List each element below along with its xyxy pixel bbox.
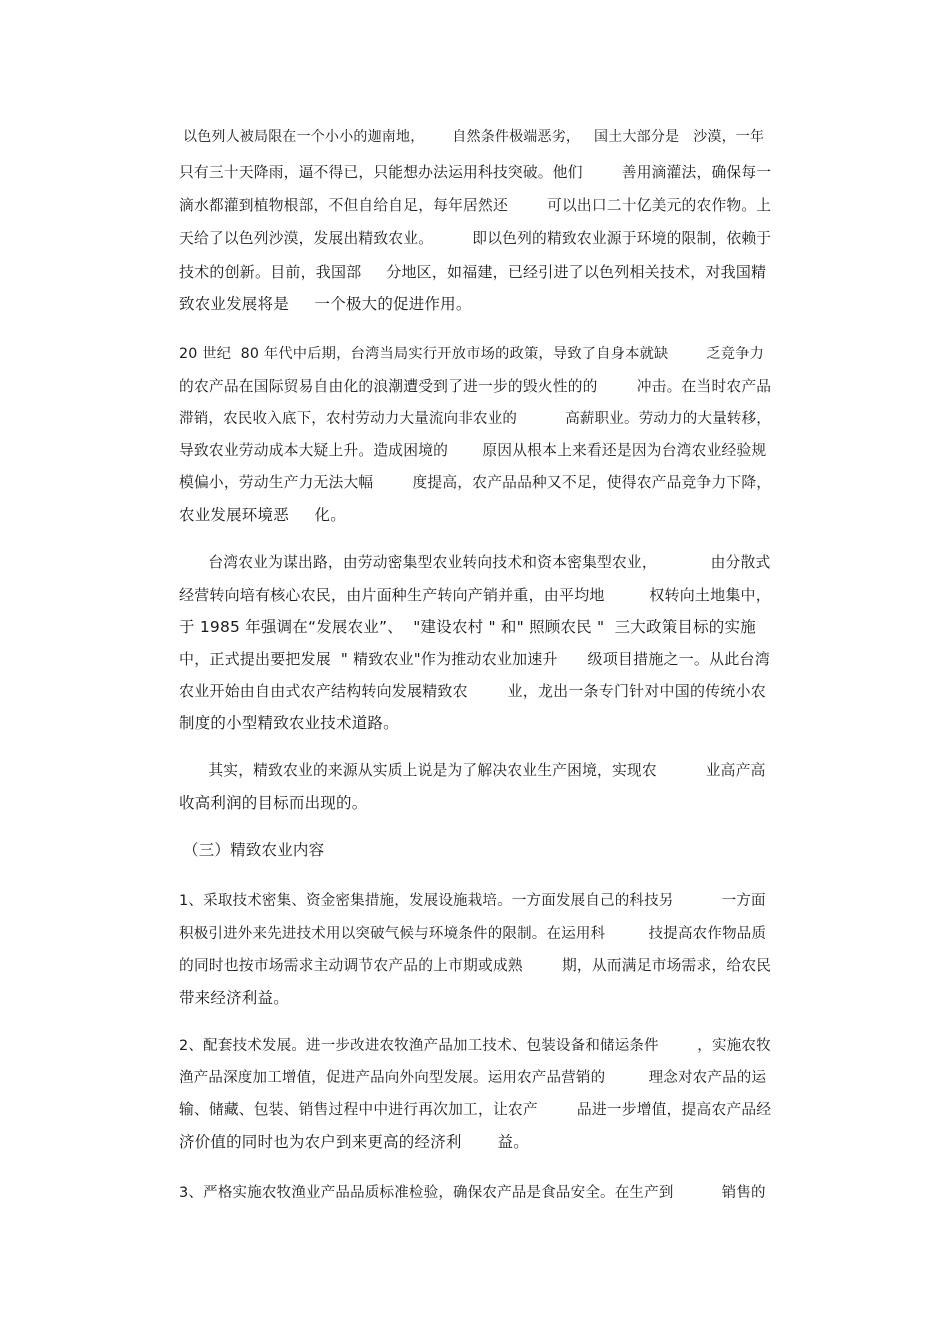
text-line: 渔产品深度加工增值，促进产品向外向型发展。运用农产品营销的 理念对农产品的运: [179, 1070, 767, 1086]
text-line: 农业发展环境恶 化。: [179, 506, 346, 524]
text-line: 积极引进外来先进技术用以突破气候与环境条件的限制。在运用科 技提高农作物品质: [179, 926, 767, 942]
text-line: 1、采取技术密集、资金密集措施，发展设施栽培。一方面发展自己的科技另 一方面: [179, 893, 766, 909]
heading-text: （三）精致农业内容: [183, 841, 325, 859]
text-line: 经营转向培有核心农民，由片面种生产转向产销并重，由平均地 权转向土地集中，: [179, 586, 771, 604]
text-line: 济价值的同时也为农户到来更高的经济利 益。: [179, 1133, 529, 1151]
text-line: 制度的小型精致农业技术道路。: [179, 714, 399, 732]
text-line: 输、储藏、包装、销售过程中中进行再次加工，让农产 品进一步增值，提高农产品经: [179, 1101, 772, 1118]
text-line: 2、配套技术发展。进一步改进农牧渔产品加工技术、包装设备和储运条件 ，实施农牧: [179, 1038, 771, 1054]
text-line: 带来经济利益。: [179, 989, 289, 1007]
text-line: 于 1985 年强调在“发展农业”、 "建设农村 " 和" 照顾农民 " 三大政策目标的实施: [179, 618, 756, 636]
text-line: 台湾农业为谋出路，由劳动密集型农业转向技术和资本密集型农业， 由分散式: [179, 554, 771, 571]
text-line: 只有三十天降雨，逼不得已，只能想办法运用科技突破。他们 善用滴灌法，确保每一: [179, 164, 772, 181]
text-line: 以色列人被局限在一个小小的迦南地， 自然条件极端恶劣， 国土大部分是 沙漠，一年: [183, 129, 765, 145]
text-line: 的农产品在国际贸易自由化的浪潮遭受到了进一步的毁火性的的 冲击。在当时农产品: [179, 378, 772, 395]
text-line: 天给了以色列沙漠，发展出精致农业。 即以色列的精致农业源于环境的限制，依赖于: [179, 230, 772, 247]
text-line: 滴水都灌到植物根部，不但自给自足，每年居然还 可以出口二十亿美元的农作物。上: [179, 197, 772, 214]
text-line: 农业开始由自由式农产结构转向发展精致农 业，龙出一条专门针对中国的传统小农: [179, 682, 766, 700]
text-line: 20 世纪 80 年代中后期，台湾当局实行开放市场的政策，导致了自身本就缺 乏竞争力: [179, 346, 765, 362]
text-line: 其实，精致农业的来源从实质上说是为了解决农业生产困境，实现农 业高产高: [179, 762, 766, 779]
text-line: 3、严格实施农牧渔业产品品质标准检验，确保农产品是食品安全。在生产到 销售的: [179, 1185, 766, 1201]
text-line: 的同时也按市场需求主动调节农产品的上市期或成熟 期，从而满足市场需求，给农民: [179, 957, 772, 974]
text-line: 技术的创新。目前，我国部 分地区，如福建，已经引进了以色列相关技术，对我国精: [179, 263, 767, 281]
text-line: 导致农业劳动成本大疑上升。造成困境的 原因从根本上来看还是因为台湾农业经验规: [179, 442, 767, 459]
text-line: 收高利润的目标而出现的。: [179, 794, 368, 812]
text-line: 致农业发展将是 一个极大的促进作用。: [179, 295, 472, 313]
text-line: 模偏小，劳动生产力无法大幅 度提高，农产品品种又不足，使得农产品竞争力下降，: [179, 474, 772, 491]
text-line: 中，正式提出要把发展 " 精致农业"作为推动农业加速升 级项目措施之一。从此台湾: [179, 650, 770, 668]
text-line: 滞销，农民收入底下，农村劳动力大量流向非农业的 高薪职业。劳动力的大量转移，: [179, 411, 771, 427]
